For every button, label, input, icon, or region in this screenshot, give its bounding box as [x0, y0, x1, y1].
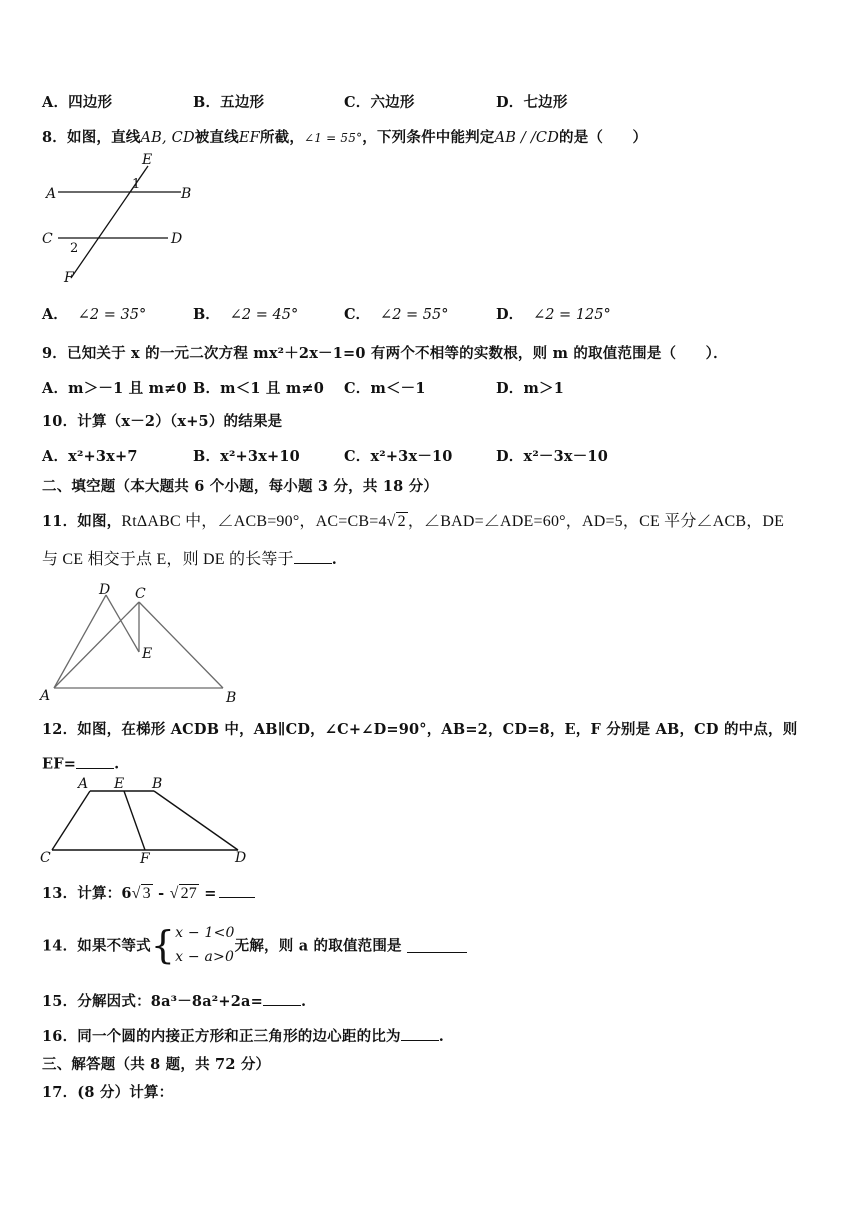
q11-figure: [38, 582, 248, 704]
q11-answer-blank[interactable]: [294, 549, 332, 565]
q12-label-b: B: [152, 776, 163, 792]
q11-label-a: A: [40, 688, 51, 704]
q9-stem: 9．已知关于 x 的一元二次方程 mx²＋2x－1=0 有两个不相等的实数根，则 m 的取值范围是（ ）．: [42, 345, 728, 362]
q8-label-d: D: [171, 231, 183, 247]
q11-label-d: D: [99, 582, 111, 598]
q8-angle-2: 2: [70, 241, 79, 256]
q10-option-c: C．x²+3x－10: [344, 448, 453, 465]
q8-label-b: B: [181, 186, 192, 202]
q7-option-d: D．七边形: [496, 94, 568, 111]
q17-stem: 17．(8 分）计算：: [42, 1084, 174, 1101]
q11-stem-line2: 与 CE 相交于点 E，则 DE 的长等于 .: [42, 546, 337, 569]
q9-option-c: C．m＜－1: [344, 380, 426, 397]
q12-label-a: A: [78, 776, 89, 792]
q11-stem-line1: 11．如图，RtΔABC 中，∠ACB=90°，AC=CB=4√ 2 ，∠BAD=∠ADE=60°，AD=5，CE 平分∠ACB，DE: [42, 513, 785, 530]
q7-option-b: B．五边形: [193, 94, 265, 111]
q7-option-c: C．六边形: [344, 94, 415, 111]
q9-option-a: A．m＞－1 且 m≠0: [42, 380, 187, 397]
q16-stem: 16．同一个圆的内接正方形和正三角形的边心距的比为 .: [42, 1025, 444, 1046]
q12-label-f: F: [140, 851, 150, 866]
q12-figure: [38, 774, 258, 866]
q9-option-b: B．m＜1 且 m≠0: [193, 380, 325, 397]
q7-option-a: A．四边形: [42, 94, 113, 111]
q8-option-b: B． ∠2 = 45°: [193, 306, 299, 323]
q11-label-e: E: [142, 646, 153, 662]
q12-stem-line2: EF= .: [42, 753, 119, 773]
q8-option-a: A． ∠2 = 35°: [42, 306, 147, 323]
section-3-heading: 三、解答题（共 8 题，共 72 分）: [42, 1056, 271, 1073]
q10-option-d: D．x²－3x－10: [496, 448, 608, 465]
q8-option-c: C． ∠2 = 55°: [344, 306, 449, 323]
q8-label-a: A: [46, 186, 57, 202]
q12-label-d: D: [235, 850, 247, 866]
q14-answer-blank[interactable]: [407, 937, 467, 953]
q12-label-c: C: [40, 850, 51, 866]
q8-label-f: F: [64, 270, 74, 285]
q8-option-d: D． ∠2 = 125°: [496, 306, 611, 323]
q11-label-b: B: [226, 690, 237, 704]
q10-option-b: B．x²+3x+10: [193, 448, 300, 465]
q12-label-e: E: [114, 776, 125, 792]
q16-answer-blank[interactable]: [401, 1026, 439, 1042]
q13-answer-blank[interactable]: [219, 883, 255, 899]
q13-stem: 13．计算：6√ 3 - √ 27 =: [42, 882, 255, 903]
q14-stem: 14．如果不等式{x − 1<0 x − a>0无解，则 a 的取值范围是: [42, 921, 467, 969]
q12-stem: 12．如图，在梯形 ACDB 中，AB∥CD，∠C+∠D=90°，AB=2，CD=8，E，F 分别是 AB，CD 的中点，则: [42, 721, 798, 738]
q8-figure: [38, 150, 198, 285]
q11-label-c: C: [135, 586, 146, 602]
q8-stem: 8．如图，直线AB, CD被直线EF所截，∠1 = 55°，下列条件中能判定AB / /CD的是（ ）: [42, 129, 648, 146]
q15-stem: 15．分解因式：8a³－8a²+2a= .: [42, 990, 306, 1011]
q12-answer-blank[interactable]: [76, 753, 114, 769]
q8-label-e: E: [142, 152, 153, 168]
q8-angle-1: 1: [132, 177, 141, 192]
q15-answer-blank[interactable]: [263, 991, 301, 1007]
q8-label-c: C: [42, 231, 53, 247]
q9-option-d: D．m＞1: [496, 380, 565, 397]
q10-option-a: A．x²+3x+7: [42, 448, 138, 465]
section-2-heading: 二、填空题（本大题共 6 个小题，每小题 3 分，共 18 分）: [42, 478, 439, 495]
q10-stem: 10．计算（x－2）（x+5）的结果是: [42, 413, 283, 430]
